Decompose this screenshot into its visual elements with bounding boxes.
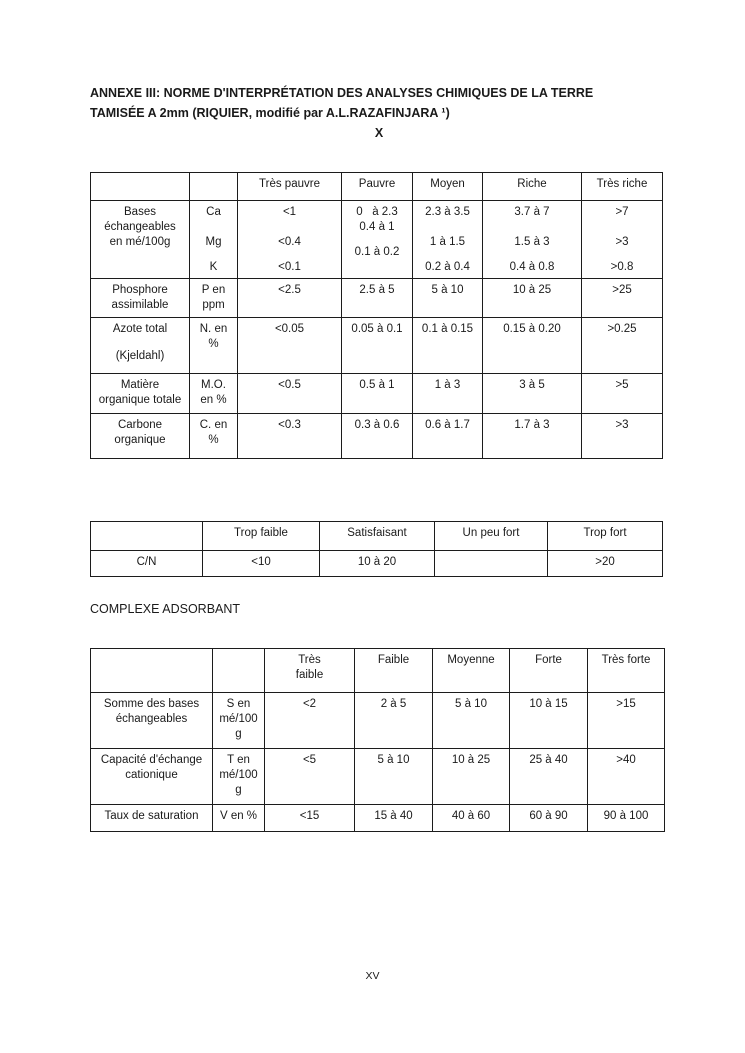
table-cell: <0.5 — [238, 374, 342, 414]
unit-line: % — [208, 434, 219, 446]
complexe-header-empty2 — [213, 649, 265, 693]
header-line: Très — [298, 654, 321, 666]
table-cell: 40 à 60 — [433, 805, 510, 832]
label-line: cationique — [125, 769, 178, 781]
table-row — [91, 551, 663, 577]
table-cell — [435, 551, 548, 577]
table-cell: 0.3 à 0.6 — [342, 414, 413, 459]
unit-cell — [190, 374, 238, 414]
column-header-faible: Faible — [355, 649, 433, 693]
value-line: <1 — [282, 206, 297, 218]
value-line: >3 — [615, 236, 629, 248]
label-line: assimilable — [111, 299, 169, 311]
header-line: faible — [295, 669, 324, 681]
table-cell: >20 — [548, 551, 663, 577]
unit-cell — [190, 414, 238, 459]
fertility-header-empty1 — [91, 173, 190, 201]
unit-line: g — [235, 784, 242, 796]
page-title-line2: TAMISÉE A 2mm (RIQUIER, modifié par A.L.RAZAFINJARA ¹) — [90, 106, 450, 120]
complexe-header-empty1 — [91, 649, 213, 693]
table-cell: >5 — [582, 374, 663, 414]
table-cell: <2.5 — [238, 279, 342, 318]
value-line: >7 — [615, 206, 629, 218]
value-line: 0 à 2.3 — [356, 206, 398, 218]
value-line: 3.7 à 7 — [514, 206, 550, 218]
unit-line: T en — [227, 754, 250, 766]
symbol-k: K — [209, 261, 218, 273]
table-cell: 0.5 à 1 — [342, 374, 413, 414]
page-title — [90, 83, 668, 143]
table-row — [91, 201, 663, 279]
value-line: 0.4 à 1 — [359, 221, 395, 233]
table-cell: 2 à 5 — [355, 693, 433, 749]
row-label-capacite-echange — [91, 749, 213, 805]
table-cell: <0.05 — [238, 318, 342, 374]
table-row — [91, 693, 665, 749]
table-cell — [238, 201, 342, 279]
table-cell: 2.5 à 5 — [342, 279, 413, 318]
table-cell: >25 — [582, 279, 663, 318]
value-line: >0.8 — [610, 261, 634, 273]
unit-line: en % — [200, 394, 227, 406]
value-line: <0.1 — [278, 261, 301, 273]
table-cell: 10 à 20 — [320, 551, 435, 577]
column-header-forte: Forte — [510, 649, 588, 693]
table-cell: 5 à 10 — [433, 693, 510, 749]
table-cell: 0.15 à 0.20 — [483, 318, 582, 374]
label-line: Phosphore — [112, 284, 168, 296]
column-header-pauvre: Pauvre — [342, 173, 413, 201]
column-header-moyen: Moyen — [413, 173, 483, 201]
cn-ratio-table — [90, 521, 663, 577]
page-number: XV — [365, 970, 380, 982]
unit-cell — [190, 318, 238, 374]
table-cell: >0.25 — [582, 318, 663, 374]
row-label-matiere-organique — [91, 374, 190, 414]
table-cell: 1.7 à 3 — [483, 414, 582, 459]
unit-cell — [213, 749, 265, 805]
column-header-riche: Riche — [483, 173, 582, 201]
table-cell: 0.1 à 0.15 — [413, 318, 483, 374]
table-row — [91, 318, 663, 374]
table-cell: 5 à 10 — [413, 279, 483, 318]
row-label-somme-bases — [91, 693, 213, 749]
page-title-line1: ANNEXE III: NORME D'INTERPRÉTATION DES ANALYSES CHIMIQUES DE LA TERRE — [90, 86, 594, 100]
row-label-phosphore — [91, 279, 190, 318]
cn-header-empty — [91, 522, 203, 551]
symbol-ca: Ca — [206, 206, 221, 218]
label-line: échangeables — [104, 221, 176, 233]
table-cell: 0.05 à 0.1 — [342, 318, 413, 374]
table-row — [91, 414, 663, 459]
value-line: 0.4 à 0.8 — [509, 261, 555, 273]
table-cell — [582, 201, 663, 279]
table-cell: 10 à 25 — [483, 279, 582, 318]
unit-cell — [213, 693, 265, 749]
label-line: organique totale — [98, 394, 182, 406]
table-cell — [342, 201, 413, 279]
row-label-carbone-organique — [91, 414, 190, 459]
label-line: Bases — [124, 206, 156, 218]
table-row — [91, 279, 663, 318]
table-cell: <10 — [203, 551, 320, 577]
table-cell: 1 à 3 — [413, 374, 483, 414]
table-cell: 90 à 100 — [588, 805, 665, 832]
row-label-taux-saturation: Taux de saturation — [91, 805, 213, 832]
table-cell: >40 — [588, 749, 665, 805]
fertility-header-empty2 — [190, 173, 238, 201]
table-cell: >15 — [588, 693, 665, 749]
table-row — [91, 805, 665, 832]
label-line: échangeables — [115, 713, 188, 725]
value-line: <0.4 — [278, 236, 301, 248]
label-line: Azote total — [112, 323, 168, 335]
table-cell: >3 — [582, 414, 663, 459]
element-symbols-cell — [190, 201, 238, 279]
table-cell: <2 — [265, 693, 355, 749]
label-line: (Kjeldahl) — [115, 350, 165, 362]
table-cell: 0.6 à 1.7 — [413, 414, 483, 459]
unit-cell: V en % — [213, 805, 265, 832]
column-header-trop-fort: Trop fort — [548, 522, 663, 551]
unit-line: mé/100 — [219, 713, 258, 725]
table-cell: 25 à 40 — [510, 749, 588, 805]
symbol-mg: Mg — [205, 236, 222, 248]
table-cell: <0.3 — [238, 414, 342, 459]
unit-line: S en — [226, 698, 251, 710]
label-line: Carbone — [117, 419, 163, 431]
soil-fertility-table — [90, 172, 663, 459]
unit-line: C. en — [199, 419, 228, 431]
section-heading-complexe-adsorbant: COMPLEXE ADSORBANT — [90, 602, 241, 616]
unit-line: M.O. — [201, 379, 226, 391]
table-row — [91, 374, 663, 414]
table-cell: 3 à 5 — [483, 374, 582, 414]
row-label-cn: C/N — [91, 551, 203, 577]
unit-line: N. en — [199, 323, 228, 335]
column-header-satisfaisant: Satisfaisant — [320, 522, 435, 551]
value-line: 1 à 1.5 — [429, 236, 466, 248]
column-header-moyenne: Moyenne — [433, 649, 510, 693]
row-label-bases-echangeables — [91, 201, 190, 279]
unit-line: P en — [201, 284, 226, 296]
unit-line: % — [208, 338, 219, 350]
table-cell: 60 à 90 — [510, 805, 588, 832]
label-line: en mé/100g — [109, 236, 171, 248]
table-row — [91, 749, 665, 805]
column-header-trop-faible: Trop faible — [203, 522, 320, 551]
label-line: Somme des bases — [103, 698, 200, 710]
value-line: 1.5 à 3 — [514, 236, 550, 248]
page-title-line3: X — [374, 126, 384, 140]
unit-cell — [190, 279, 238, 318]
unit-line: mé/100 — [219, 769, 258, 781]
table-cell — [413, 201, 483, 279]
row-label-azote — [91, 318, 190, 374]
table-cell: 10 à 15 — [510, 693, 588, 749]
table-cell: <5 — [265, 749, 355, 805]
table-cell: 5 à 10 — [355, 749, 433, 805]
table-cell: <15 — [265, 805, 355, 832]
column-header-un-peu-fort: Un peu fort — [435, 522, 548, 551]
label-line: Capacité d'échange — [100, 754, 203, 766]
column-header-tres-pauvre: Très pauvre — [238, 173, 342, 201]
column-header-tres-faible — [265, 649, 355, 693]
label-line: organique — [114, 434, 166, 446]
table-cell: 10 à 25 — [433, 749, 510, 805]
table-cell: 15 à 40 — [355, 805, 433, 832]
value-line: 2.3 à 3.5 — [425, 206, 470, 218]
adsorbent-complex-table — [90, 648, 665, 832]
column-header-tres-riche: Très riche — [582, 173, 663, 201]
column-header-tres-forte: Très forte — [588, 649, 665, 693]
value-line: 0.1 à 0.2 — [354, 246, 400, 258]
unit-line: ppm — [202, 299, 225, 311]
label-line: Matière — [120, 379, 160, 391]
table-cell — [483, 201, 582, 279]
value-line: 0.2 à 0.4 — [425, 261, 470, 273]
unit-line: g — [235, 728, 242, 740]
